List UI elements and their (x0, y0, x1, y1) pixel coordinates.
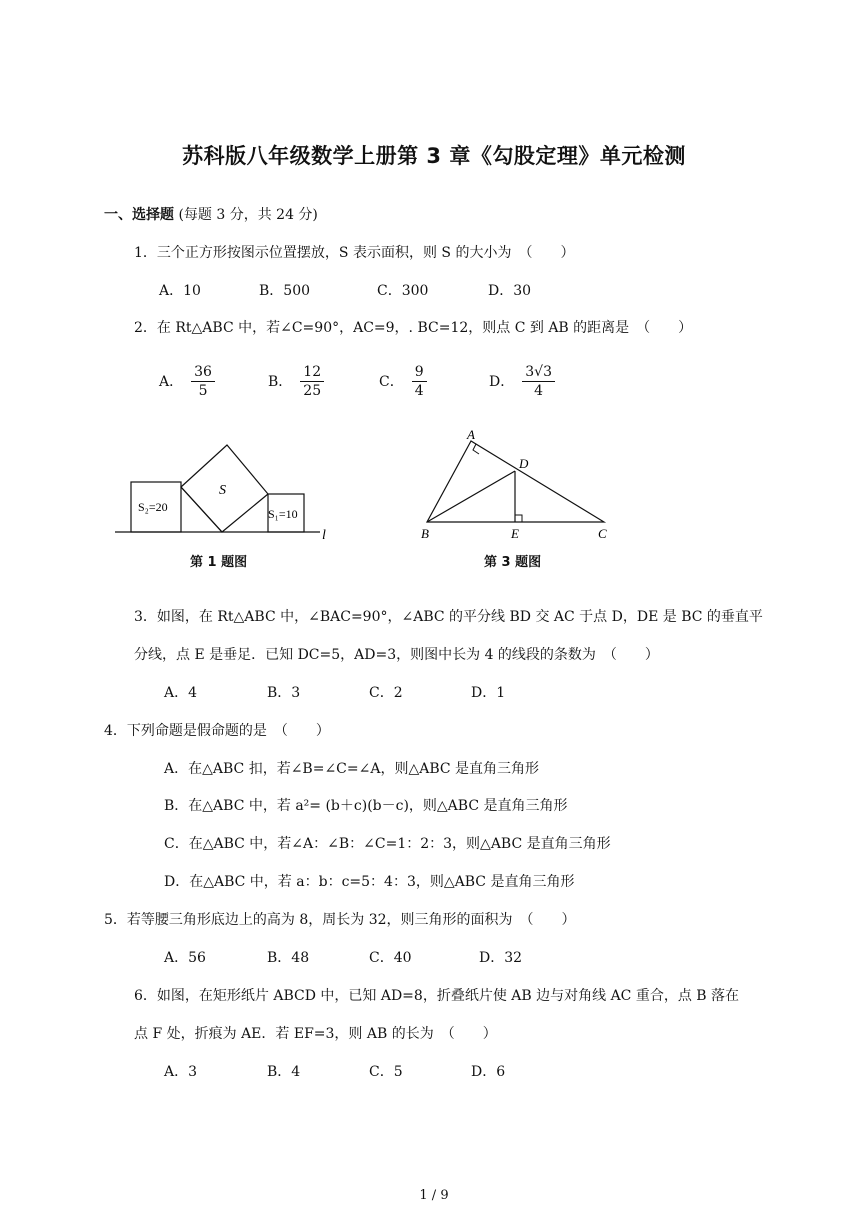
question-1-option-a: A．10 (159, 283, 201, 299)
question-6-stem-line1: 6．如图，在矩形纸片 ABCD 中，已知 AD=8，折叠纸片使 AB 边与对角线 AC 重合，点 B 落在 (134, 988, 740, 1004)
question-5-option-b: B．48 (267, 950, 310, 966)
question-6-stem-line2: 点 F 处，折痕为 AE．若 EF=3，则 AB 的长为 （ ） (134, 1026, 497, 1042)
fraction (412, 363, 427, 400)
label-e: E (511, 526, 519, 541)
question-5-stem: 5．若等腰三角形底边上的高为 8，周长为 32，则三角形的面积为 （ ） (104, 912, 576, 928)
fraction (522, 363, 555, 400)
section-note: (每题 3 分，共 24 分) (178, 207, 318, 223)
denominator: 4 (414, 383, 424, 399)
figure-1-caption: 第 1 题图 (190, 555, 248, 570)
question-5-option-c: C．40 (369, 950, 412, 966)
question-3-stem-line1: 3．如图，在 Rt△ABC 中，∠BAC=90°，∠ABC 的平分线 BD 交 AC 于点 D，DE 是 BC 的垂直平 (134, 609, 763, 625)
section-heading (104, 205, 318, 225)
label-c: C (598, 526, 607, 541)
option-label: D． (489, 373, 515, 390)
question-6-option-b: B．4 (267, 1064, 301, 1080)
right-angle-mark-e (515, 515, 522, 522)
question-6-option-d: D．6 (471, 1064, 506, 1080)
question-3-option-b: B．3 (267, 685, 301, 701)
question-4-option-a: A．在△ABC 扣，若∠B=∠C=∠A，则△ABC 是直角三角形 (164, 761, 540, 777)
numerator: 12 (300, 363, 324, 382)
question-3-option-a: A．4 (164, 685, 198, 701)
option-label: B． (268, 373, 293, 390)
label-a: A (467, 428, 475, 442)
label-s: S (219, 483, 226, 498)
question-3-option-c: C．2 (369, 685, 403, 701)
label-s1: S₁=10 (268, 507, 298, 521)
denominator: 5 (198, 383, 208, 399)
question-4-option-b: B．在△ABC 中，若 a²= (b＋c)(b－c)，则△ABC 是直角三角形 (164, 798, 568, 814)
numerator: 3√3 (522, 363, 555, 382)
question-4-option-c: C．在△ABC 中，若∠A：∠B：∠C=1：2：3，则△ABC 是直角三角形 (164, 836, 611, 852)
question-3-stem-line2: 分线，点 E 是垂足．已知 DC=5，AD=3，则图中长为 4 的线段的条数为 （ ） (134, 647, 659, 663)
section-title: 一、选择题 (104, 207, 174, 223)
question-6-option-c: C．5 (369, 1064, 403, 1080)
question-2-option-c (379, 363, 427, 400)
question-5-option-d: D．32 (479, 950, 523, 966)
triangle-left-edge (181, 487, 222, 532)
option-label: C． (379, 373, 404, 390)
fraction (300, 363, 324, 400)
label-b: B (421, 526, 429, 541)
fraction (191, 363, 215, 400)
question-1-stem: 1．三个正方形按图示位置摆放，S 表示面积，则 S 的大小为 （ ） (134, 245, 575, 261)
question-2-option-b (268, 363, 324, 400)
denominator: 4 (534, 383, 544, 399)
denominator: 25 (303, 383, 322, 399)
figure-3-caption: 第 3 题图 (484, 555, 542, 570)
label-d: D (519, 456, 529, 471)
question-2-stem: 2．在 Rt△ABC 中，若∠C=90°，AC=9，. BC=12，则点 C 到 AB 的距离是 （ ） (134, 320, 693, 336)
figure-1-squares (110, 438, 335, 550)
numerator: 9 (412, 363, 427, 382)
question-2-option-d (489, 363, 555, 400)
question-1-option-b: B．500 (259, 283, 311, 299)
option-label: A． (159, 373, 184, 390)
question-1-option-d: D．30 (488, 283, 532, 299)
question-4-stem: 4．下列命题是假命题的是 （ ） (104, 723, 330, 739)
figure-3-triangle (415, 428, 620, 546)
question-1-option-c: C．300 (377, 283, 429, 299)
question-3-option-d: D．1 (471, 685, 506, 701)
question-2-option-a (159, 363, 215, 400)
question-5-option-a: A．56 (164, 950, 206, 966)
document-title: 苏科版八年级数学上册第 3 章《勾股定理》单元检测 (182, 144, 686, 168)
page-number: 1 / 9 (419, 1188, 449, 1203)
label-l: l (322, 528, 326, 543)
question-4-option-d: D．在△ABC 中，若 a：b：c=5：4：3，则△ABC 是直角三角形 (164, 874, 575, 890)
question-6-option-a: A．3 (164, 1064, 198, 1080)
numerator: 36 (191, 363, 215, 382)
label-s2: S₂=20 (138, 500, 168, 514)
